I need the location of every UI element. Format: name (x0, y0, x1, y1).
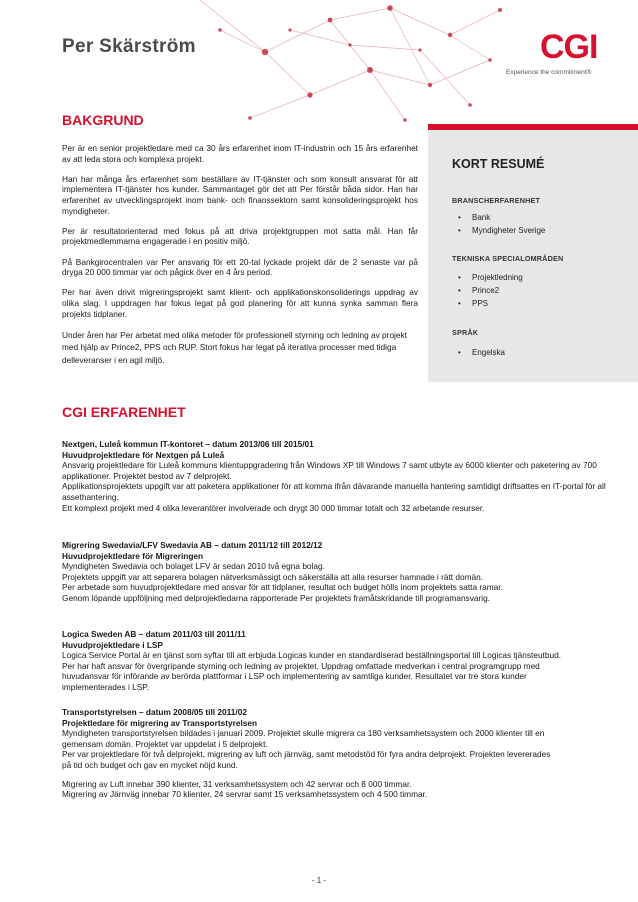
bransch-list (452, 211, 545, 237)
list-item: • Bank (452, 211, 545, 224)
bakgrund-paragraph: Per har även drivit migreringsprojekt samt klient- och applikationskonsoliderings uppdrag av olika slag. I uppdragen har fokus legat på god planering för att kunna synka samman flera projekts tidplaner. (62, 287, 418, 319)
network-graphic (190, 0, 520, 130)
job-paragraph: Ansvarig projektledare för Luleå kommuns klientuppgradering från Windows XP till Windows 7 samt utbyte av 6000 klienter och paketering av 700 applikationer. Projektet bestod av 7 delprojekt. (62, 460, 597, 481)
list-item: • Myndigheter Sverige (452, 224, 545, 237)
job-role: Huvudprojektledare i LSP (62, 639, 163, 650)
section-heading-sprak: SPRÅK (452, 328, 479, 337)
job-paragraph: Logica Service Portal är en tjänst som syftar till att erbjuda Logicas kunder en standardiserad beställningsportal till Logicas tjänsteutbud. Per har haft ansvar för övergripande styrning och ledning av projektet. Uppdrag omfattade medverkan i central programgrupp med huvudansvar för införande av berörda plattformar i LSP och implementering av samtliga kunder. Resultatet var tre stora kunder implementerades i LSP. (62, 650, 562, 692)
job-title: Transportstyrelsen – datum 2008/05 till 2011/02 (62, 707, 247, 717)
bakgrund-paragraph: Per är resultatorienterad med fokus på att driva projektgruppen mot satta mål. Han får projektmedlemmarna engagerade i en positiv miljö. (62, 225, 418, 247)
section-heading-tekniska: TEKNISKA SPECIALOMRÅDEN (452, 254, 564, 263)
list-item: • PPS (452, 297, 523, 310)
job-paragraph: Applikationsprojektets uppgift var att paketera applikationer för att komma ifrån dävarande manuella hantering samtidigt driftsattes en IT-portal för all assethantering. (62, 481, 606, 502)
job-entry (62, 540, 522, 604)
job-entry (62, 439, 636, 513)
bakgrund-paragraph: Per är en senior projektledare med ca 30 års erfarenhet inom IT-industrin och 15 års erfarenhet av att leda stora och komplexa projekt. (62, 143, 418, 164)
job-title: Nextgen, Luleå kommun IT-kontoret – datum 2013/06 till 2015/01 (62, 439, 314, 449)
job-paragraph: Migrering av Luft innebar 390 klienter, 31 verksamhetssystem och 42 servrar och 8 000 timmar. (62, 778, 412, 789)
cgi-logo: CGI (540, 28, 598, 66)
job-paragraph: Per var projektledare för två delprojekt, migrering av luft och järnväg, samt metodstöd för fyra andra delprojekt. Projekten levererades på tid och budget och gav en mycket nöjd kund. (62, 749, 551, 770)
page-number: - 1 - (311, 876, 327, 885)
logo-tagline: Experience the commitment® (506, 69, 592, 76)
job-paragraph: Projektets uppgift var att separera bolagen nätverksmässigt och säkerställa att alla resurser hamnade i rätt domän. (62, 571, 484, 582)
list-item: • Engelska (452, 346, 505, 359)
job-paragraph: Migrering av Järnväg innebar 70 klienter, 24 servrar samt 15 verksamhetssystem och 4 500 timmar. (62, 789, 428, 800)
bakgrund-paragraph: På Bankgirocentralen var Per ansvarig för ett 20-tal lyckade projekt där de 2 senaste var på dryga 20 000 timmar var och pågick över en 4 års period. (62, 256, 418, 278)
section-heading-bransch: BRANSCHERFARENHET (452, 196, 541, 205)
job-paragraph: Myndigheten Swedavia och bolaget LFV är sedan 2010 två egna bolag. (62, 561, 325, 572)
person-name: Per Skärström (62, 36, 196, 57)
tekniska-list (452, 271, 523, 310)
sprak-list (452, 346, 505, 359)
job-paragraph: Myndigheten transportstyrelsen bildades i januari 2009. Projektet skulle migrera ca 180 verksamhetssystem och 2000 klienter till en gemensam domän. Projektet var uppdelat i 5 delprojekt. (62, 728, 545, 749)
job-role: Huvudprojektledare för Nextgen på Luleå (62, 449, 225, 460)
job-paragraph: Per arbetade som huvudprojektledare med ansvar för att tidplaner, resultat och budget hölls inom projektets satta ramar. Genom löpande uppföljning med delprojektledarna rapporterade Per projektets framåtskridande till programansvarig. (62, 582, 503, 603)
bakgrund-paragraph: Under åren har Per arbetat med olika metoder för professionell styrning och ledning av projekt med hjälp av Prince2, PPS och RUP. Stort fokus har legat på iterativa processer med tidiga delleveranser i en agil miljö. (62, 329, 407, 365)
list-item: • Prince2 (452, 284, 523, 297)
job-title: Logica Sweden AB – datum 2011/03 till 2011/11 (62, 629, 246, 639)
job-role: Projektledare för migrering av Transportstyrelsen (62, 717, 258, 728)
list-item: • Projektledning (452, 271, 523, 284)
bakgrund-title: BAKGRUND (62, 112, 144, 128)
job-title: Migrering Swedavia/LFV Swedavia AB – datum 2011/12 till 2012/12 (62, 540, 323, 550)
bakgrund-text (62, 143, 418, 376)
resume-title: KORT RESUMÉ (452, 157, 545, 171)
job-entry (62, 629, 562, 693)
job-paragraph: Ett komplext projekt med 4 olika leverantörer involverade och drygt 30 000 timmar totalt och 32 arbetande resurser. (62, 502, 485, 513)
bakgrund-paragraph: Han har många års erfarenhet som beställare av IT-tjänster och som konsult ansvarat för att implementera IT-tjänster hos kunder. Sammantaget gör det att Per förstår båda sidor. Han har erfarenhet av utvecklingsprojekt inom bank- och finanssektorn samt konsolideringsprojekt hos myndigheter. (62, 173, 418, 216)
erfarenhet-title: CGI ERFARENHET (62, 404, 186, 420)
job-role: Huvudprojektledare för Migreringen (62, 550, 204, 561)
job-entry (62, 707, 558, 800)
